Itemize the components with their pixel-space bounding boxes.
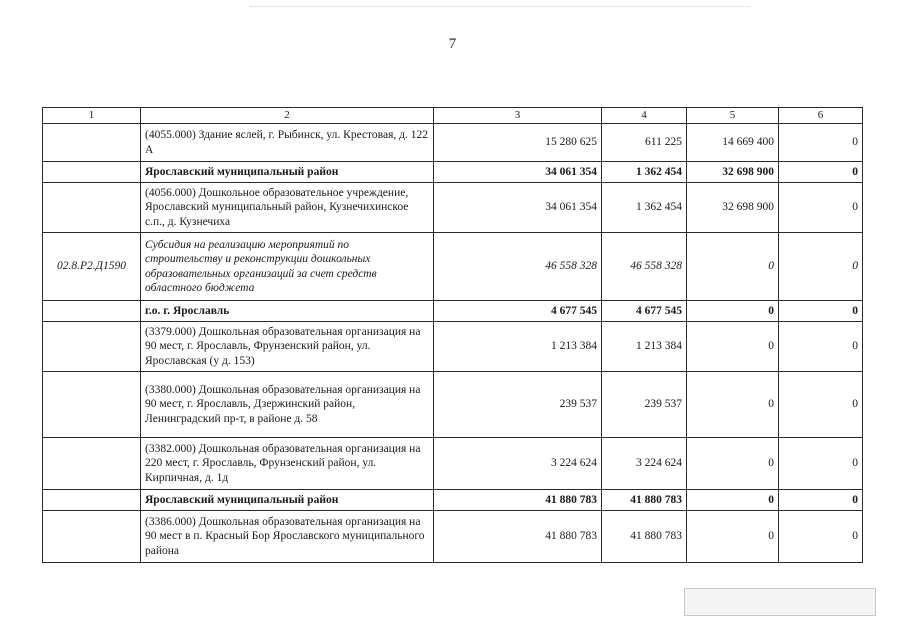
- row-col-4: 3 224 624: [602, 438, 687, 490]
- table-row: [43, 162, 863, 183]
- row-col-5: 32 698 900: [687, 183, 779, 233]
- row-col-3: 4 677 545: [434, 301, 602, 322]
- row-code: [43, 511, 141, 563]
- row-name: (3380.000) Дошкольная образовательная организация на 90 мест, г. Ярославль, Дзержинский район, Ленинградский пр-т, в районе д. 58: [141, 372, 434, 438]
- table-row: [43, 183, 863, 233]
- row-col-5: 0: [687, 301, 779, 322]
- row-col-3: 15 280 625: [434, 124, 602, 162]
- row-col-5: 0: [687, 233, 779, 301]
- row-col-3: 34 061 354: [434, 162, 602, 183]
- row-name: (4056.000) Дошкольное образовательное учреждение, Ярославский муниципальный район, Кузнечихинское с.п., д. Кузнечиха: [141, 183, 434, 233]
- table-row: [43, 438, 863, 490]
- row-col-3: 41 880 783: [434, 490, 602, 511]
- column-header: 3: [434, 108, 602, 124]
- row-col-3: 3 224 624: [434, 438, 602, 490]
- budget-table: [42, 107, 863, 563]
- row-col-3: 41 880 783: [434, 511, 602, 563]
- row-code: 02.8.P2.Д1590: [43, 233, 141, 301]
- table-row: [43, 233, 863, 301]
- row-col-5: 14 669 400: [687, 124, 779, 162]
- row-col-6: 0: [779, 233, 863, 301]
- scan-artifact-marks: [250, 0, 750, 7]
- column-header: 6: [779, 108, 863, 124]
- row-col-6: 0: [779, 438, 863, 490]
- row-col-6: 0: [779, 490, 863, 511]
- column-header: 4: [602, 108, 687, 124]
- row-col-5: 0: [687, 438, 779, 490]
- row-name: г.о. г. Ярославль: [141, 301, 434, 322]
- row-code: [43, 183, 141, 233]
- row-name: (3379.000) Дошкольная образовательная организация на 90 мест, г. Ярославль, Фрунзенский район, ул. Ярославская (у д. 153): [141, 322, 434, 372]
- table-row: [43, 511, 863, 563]
- row-name: Ярославский муниципальный район: [141, 490, 434, 511]
- row-col-4: 4 677 545: [602, 301, 687, 322]
- row-col-6: 0: [779, 124, 863, 162]
- row-name: (4055.000) Здание яслей, г. Рыбинск, ул. Крестовая, д. 122 А: [141, 124, 434, 162]
- row-col-4: 611 225: [602, 124, 687, 162]
- row-code: [43, 322, 141, 372]
- registration-stamp: [684, 588, 876, 616]
- row-code: [43, 438, 141, 490]
- row-col-3: 34 061 354: [434, 183, 602, 233]
- row-col-4: 1 362 454: [602, 162, 687, 183]
- row-col-5: 32 698 900: [687, 162, 779, 183]
- row-col-6: 0: [779, 322, 863, 372]
- row-name: Субсидия на реализацию мероприятий по строительству и реконструкции дошкольных образовательных организаций за счет средств областного бюджета: [141, 233, 434, 301]
- row-code: [43, 301, 141, 322]
- row-col-4: 46 558 328: [602, 233, 687, 301]
- row-col-6: 0: [779, 301, 863, 322]
- row-code: [43, 162, 141, 183]
- table-body: [43, 124, 863, 563]
- row-col-4: 41 880 783: [602, 511, 687, 563]
- column-header: 2: [141, 108, 434, 124]
- table-row: [43, 301, 863, 322]
- table-row: [43, 322, 863, 372]
- row-col-6: 0: [779, 162, 863, 183]
- table-row: [43, 372, 863, 438]
- row-col-6: 0: [779, 511, 863, 563]
- header-row: [43, 108, 863, 124]
- row-col-3: 46 558 328: [434, 233, 602, 301]
- row-col-4: 1 213 384: [602, 322, 687, 372]
- column-header: 5: [687, 108, 779, 124]
- table-header: [43, 108, 863, 124]
- table-row: [43, 490, 863, 511]
- row-col-4: 239 537: [602, 372, 687, 438]
- row-name: (3382.000) Дошкольная образовательная организация на 220 мест, г. Ярославль, Фрунзенский район, ул. Кирпичная, д. 1д: [141, 438, 434, 490]
- row-col-5: 0: [687, 372, 779, 438]
- row-col-4: 1 362 454: [602, 183, 687, 233]
- row-name: (3386.000) Дошкольная образовательная организация на 90 мест в п. Красный Бор Ярославского муниципального района: [141, 511, 434, 563]
- row-col-3: 1 213 384: [434, 322, 602, 372]
- row-col-5: 0: [687, 490, 779, 511]
- row-code: [43, 490, 141, 511]
- table-row: [43, 124, 863, 162]
- page-number: 7: [448, 36, 457, 52]
- row-code: [43, 124, 141, 162]
- row-code: [43, 372, 141, 438]
- row-col-6: 0: [779, 183, 863, 233]
- row-col-6: 0: [779, 372, 863, 438]
- row-col-5: 0: [687, 511, 779, 563]
- row-col-3: 239 537: [434, 372, 602, 438]
- row-name: Ярославский муниципальный район: [141, 162, 434, 183]
- row-col-4: 41 880 783: [602, 490, 687, 511]
- row-col-5: 0: [687, 322, 779, 372]
- column-header: 1: [43, 108, 141, 124]
